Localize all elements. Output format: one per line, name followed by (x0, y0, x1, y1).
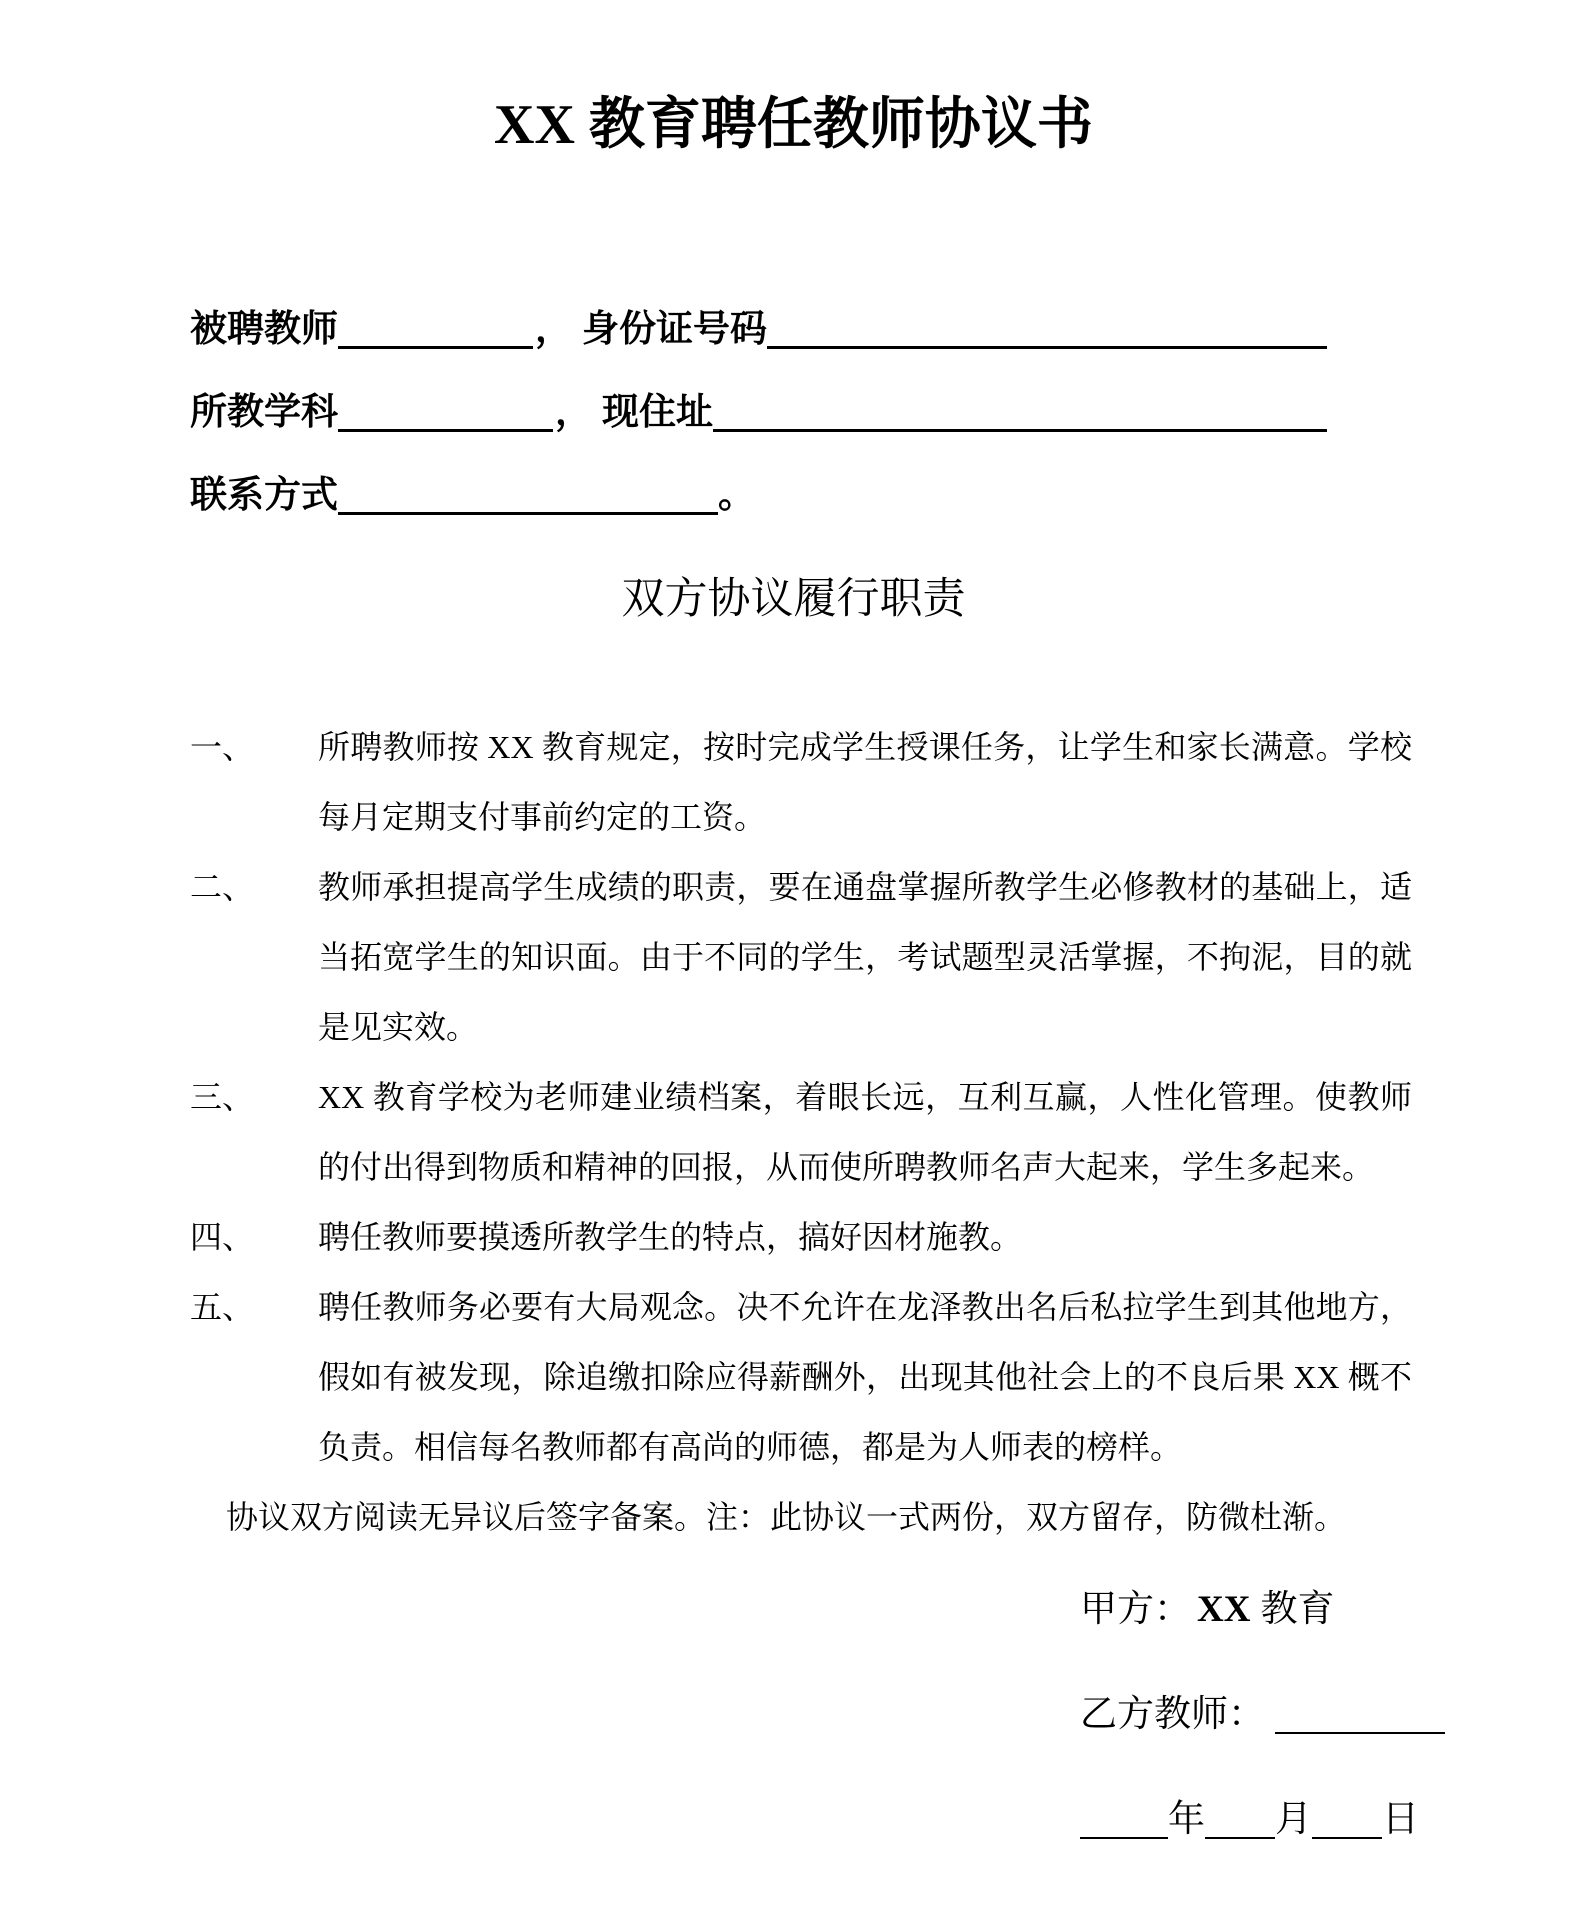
signature-block (1080, 1585, 1500, 1900)
year-label: 年 (1168, 1799, 1205, 1840)
party-a-suffix: 教育 (1260, 1589, 1335, 1630)
separator-comma: ， (555, 392, 592, 433)
day-label: 日 (1382, 1799, 1419, 1840)
clause-item-5 (190, 1272, 1412, 1482)
clause-text: 聘任教师务必要有大局观念。决不允许在龙泽教出名后私拉学生到其他地方，假如有被发现，除追缴扣除应得薪酬外，出现其他社会上的不良后果 XX 概不负责。相信每名教师都有高尚的师德，都是为人师表的榜样。 (318, 1289, 1412, 1465)
clause-number: 三、 (190, 1079, 255, 1115)
clause-text: 聘任教师要摸透所教学生的特点，搞好因材施教。 (318, 1219, 1023, 1255)
clause-text: 所聘教师按 XX 教育规定，按时完成学生授课任务，让学生和家长满意。学校每月定期支付事前约定的工资。 (318, 729, 1412, 835)
clause-item-1 (190, 712, 1412, 852)
subject-label: 所教学科 (190, 392, 338, 433)
document-title: XX 教育聘任教师协议书 (494, 94, 1093, 156)
clause-number: 二、 (190, 869, 255, 905)
party-a-label: 甲方： (1080, 1589, 1191, 1630)
date-line (1080, 1795, 1500, 1845)
separator-comma: ， (535, 309, 572, 350)
party-a-name: XX (1197, 1589, 1251, 1630)
clause-number: 四、 (190, 1219, 255, 1255)
clause-item-3 (190, 1062, 1412, 1202)
party-a-line (1080, 1585, 1500, 1635)
blank-date-year (1080, 1837, 1168, 1839)
address-label: 现住址 (602, 392, 713, 433)
blank-contact (338, 512, 718, 515)
form-line-contact (190, 454, 1440, 537)
month-label: 月 (1275, 1799, 1312, 1840)
contact-label: 联系方式 (190, 475, 338, 516)
closing-note: 协议双方阅读无异议后签字备案。注：此协议一式两份，双方留存，防微杜渐。 (226, 1499, 1347, 1535)
clause-text: XX 教育学校为老师建业绩档案，着眼长远，互利互赢，人性化管理。使教师的付出得到物质和精神的回报，从而使所聘教师名声大起来，学生多起来。 (318, 1079, 1412, 1185)
clause-list (190, 712, 1412, 1552)
form-line-teacher-id (190, 288, 1440, 371)
clause-text: 教师承担提高学生成绩的职责，要在通盘掌握所教学生必修教材的基础上，适当拓宽学生的知识面。由于不同的学生，考试题型灵活掌握，不拘泥，目的就是见实效。 (318, 869, 1412, 1045)
fill-in-form (190, 288, 1440, 537)
clause-item-4 (190, 1202, 1412, 1272)
period-mark: 。 (718, 475, 755, 516)
clause-number: 一、 (190, 729, 255, 765)
blank-id-number (767, 346, 1327, 349)
form-line-subject-address (190, 371, 1440, 454)
blank-subject (338, 429, 553, 432)
id-number-label: 身份证号码 (582, 309, 767, 350)
blank-address (713, 429, 1327, 432)
blank-date-day (1312, 1837, 1382, 1839)
hired-teacher-label: 被聘教师 (190, 309, 338, 350)
blank-date-month (1205, 1837, 1275, 1839)
party-b-line (1080, 1690, 1500, 1740)
blank-party-b-signature (1275, 1732, 1445, 1734)
clause-item-2 (190, 852, 1412, 1062)
clause-number: 五、 (190, 1289, 255, 1325)
party-b-label: 乙方教师： (1080, 1694, 1265, 1735)
blank-teacher-name (338, 346, 533, 349)
section-heading: 双方协议履行职责 (621, 576, 966, 623)
